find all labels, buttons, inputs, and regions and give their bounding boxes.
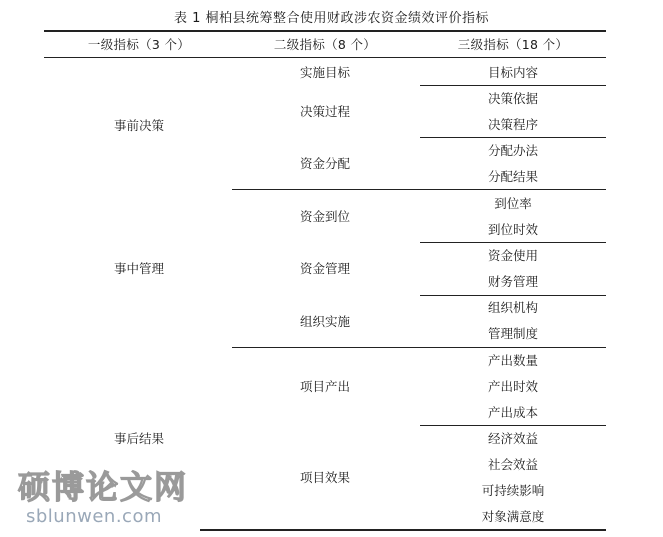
- level3-cell: 产出时效: [487, 379, 539, 394]
- level2-cell: 组织实施: [299, 314, 351, 329]
- subgroup-rule-5: [420, 425, 606, 426]
- level2-cell: 项目产出: [299, 379, 351, 394]
- level3-cell: 资金使用: [487, 248, 539, 263]
- level2-cell: 决策过程: [299, 104, 351, 119]
- level1-cell: 事中管理: [113, 261, 165, 276]
- group-rule-1: [232, 189, 606, 190]
- watermark: [18, 462, 198, 532]
- subgroup-rule-3: [420, 242, 606, 243]
- level3-cell: 对象满意度: [481, 509, 545, 524]
- level3-cell: 决策程序: [487, 117, 539, 132]
- subgroup-rule-2: [420, 137, 606, 138]
- level3-cell: 社会效益: [487, 457, 539, 472]
- level3-cell: 产出数量: [487, 353, 539, 368]
- level3-cell: 到位时效: [487, 222, 539, 237]
- header-level3: 三级指标（18 个）: [457, 37, 569, 52]
- level3-cell: 分配办法: [487, 143, 539, 158]
- level2-cell: 资金分配: [299, 156, 351, 171]
- level3-cell: 可持续影响: [481, 483, 545, 498]
- table-caption: 表 1 桐柏县统筹整合使用财政涉农资金绩效评价指标: [173, 11, 490, 26]
- level2-cell: 项目效果: [299, 470, 351, 485]
- level3-cell: 管理制度: [487, 326, 539, 341]
- subgroup-rule-4: [420, 295, 606, 296]
- level1-cell: 事前决策: [113, 118, 165, 133]
- level2-cell: 实施目标: [299, 65, 351, 80]
- level3-cell: 目标内容: [487, 65, 539, 80]
- level2-cell: 资金到位: [299, 209, 351, 224]
- table-bottom-rule: [200, 529, 606, 531]
- level2-cell: 资金管理: [299, 261, 351, 276]
- table-header-rule: [44, 57, 606, 58]
- level1-cell: 事后结果: [113, 431, 165, 446]
- level3-cell: 组织机构: [487, 300, 539, 315]
- watermark-chinese: 硕博论文网: [18, 468, 189, 506]
- level3-cell: 决策依据: [487, 91, 539, 106]
- watermark-url: sblunwen.com: [26, 506, 162, 527]
- group-rule-2: [232, 347, 606, 348]
- level3-cell: 到位率: [494, 196, 532, 211]
- header-level2: 二级指标（8 个）: [273, 37, 377, 52]
- header-level1: 一级指标（3 个）: [87, 37, 191, 52]
- level3-cell: 财务管理: [487, 274, 539, 289]
- subgroup-rule-1: [420, 85, 606, 86]
- level3-cell: 分配结果: [487, 169, 539, 184]
- level3-cell: 经济效益: [487, 431, 539, 446]
- table-top-rule: [44, 30, 606, 32]
- level3-cell: 产出成本: [487, 405, 539, 420]
